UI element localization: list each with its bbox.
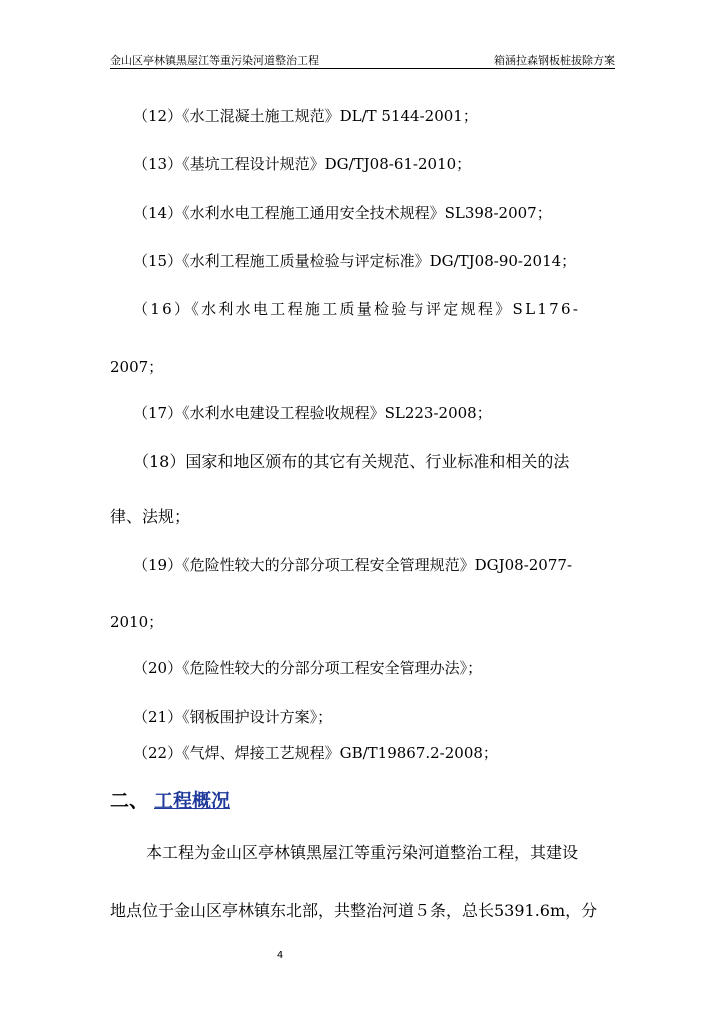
reference-item-18: （18）国家和地区颁布的其它有关规范、行业标准和相关的法 xyxy=(133,452,570,471)
section-heading xyxy=(110,788,230,814)
reference-item-15: （15）《水利工程施工质量检验与评定标准》DG/TJ08-90-2014； xyxy=(133,252,577,270)
header-document-title: 箱涵拉森钢板桩拔除方案 xyxy=(494,54,615,67)
reference-item-18-continued: 律、法规； xyxy=(110,507,191,526)
reference-item-16-continued: 2007； xyxy=(110,358,164,376)
reference-item-21: （21）《钢板围护设计方案》； xyxy=(133,708,333,726)
reference-item-22: （22）《气焊、焊接工艺规程》GB/T19867.2-2008； xyxy=(133,744,498,762)
paragraph-line-2: 地点位于金山区亭林镇东北部，共整治河道５条，总长5391.6m，分 xyxy=(110,901,598,920)
reference-item-19: （19）《危险性较大的分部分项工程安全管理规范》DGJ08-2077- xyxy=(133,556,573,574)
section-number: 二、 xyxy=(110,790,149,812)
paragraph-line-1: 本工程为金山区亭林镇黑屋江等重污染河道整治工程，其建设 xyxy=(146,843,579,862)
section-title-link[interactable]: 工程概况 xyxy=(154,790,231,812)
header-project-title: 金山区亭林镇黑屋江等重污染河道整治工程 xyxy=(110,54,319,67)
reference-item-20: （20）《危险性较大的分部分项工程安全管理办法》； xyxy=(133,659,483,677)
reference-item-16: （16）《水利水电工程施工质量检验与评定规程》SL176- xyxy=(133,300,581,318)
page-number: 4 xyxy=(276,950,284,961)
reference-item-14: （14）《水利水电工程施工通用安全技术规程》SL398-2007； xyxy=(133,204,552,222)
page-header xyxy=(110,52,615,69)
reference-item-12: （12）《水工混凝土施工规范》DL/T 5144-2001； xyxy=(133,107,478,125)
reference-item-19-continued: 2010； xyxy=(110,613,164,631)
reference-item-17: （17）《水利水电建设工程验收规程》SL223-2008； xyxy=(133,404,492,422)
reference-item-13: （13）《基坑工程设计规范》DG/TJ08-61-2010； xyxy=(133,155,472,173)
